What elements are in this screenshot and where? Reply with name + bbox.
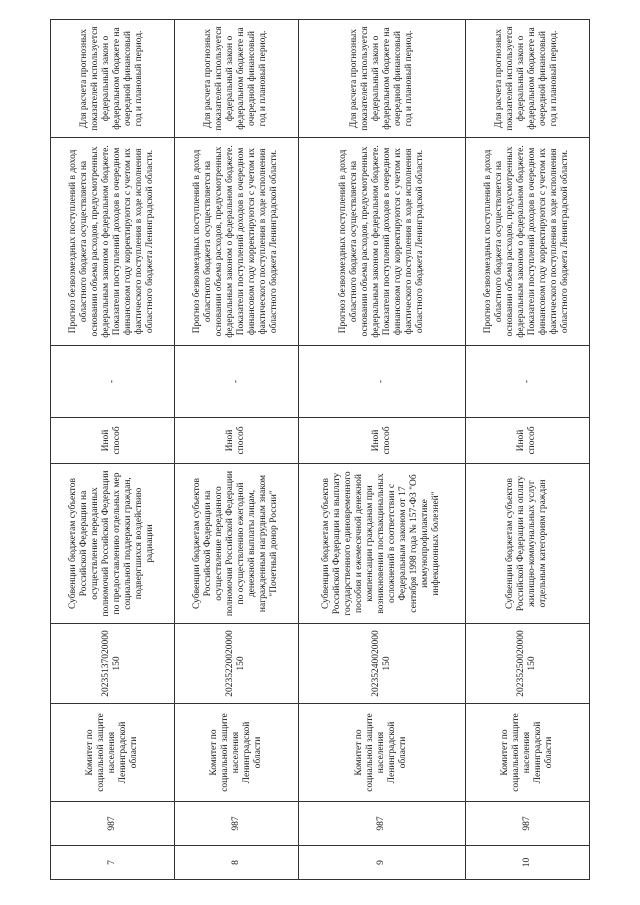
source-note: Для расчета прогнозных показателей используется федеральный закон о федеральном бюджете на очередной финансовый год и плановый период. <box>298 20 465 138</box>
table-row <box>51 20 175 880</box>
revenue-forecast-table <box>50 19 590 880</box>
administrator-name: Комитет по социальной защите населения Ленинградской области <box>298 704 465 802</box>
rotated-content <box>50 20 590 880</box>
table-row <box>298 20 465 880</box>
source-note: Для расчета прогнозных показателей используется федеральный закон о федеральном бюджете на очередной финансовый год и плановый период. <box>174 20 298 138</box>
calculation-formula: - <box>298 346 465 418</box>
admin-code: 987 <box>465 802 589 846</box>
forecast-description: Прогноз безвозмездных поступлений в доход областного бюджета осуществляется на основании объема расходов, предусмотренных федеральным законом о федеральном бюджете. Показатели поступлений доходов в очередном финансовом году корректируются с учетом их фактического поступления в ходе исполнения областного бюджета Ленинградской области. <box>465 138 589 346</box>
budget-classification-code: 20235240020000 150 <box>298 624 465 704</box>
administrator-name: Комитет по социальной защите населения Ленинградской области <box>465 704 589 802</box>
forecast-description: Прогноз безвозмездных поступлений в доход областного бюджета осуществляется на основании объема расходов, предусмотренных федеральным законом о федеральном бюджете. Показатели поступлений доходов в очередном финансовом году корректируются с учетом их фактического поступления в ходе исполнения областного бюджета Ленинградской области. <box>51 138 175 346</box>
row-number: 10 <box>465 846 589 880</box>
revenue-name: Субвенции бюджетам субъектов Российской Федерации на оплату жилищно-коммунальных услуг отдельным категориям граждан <box>465 464 589 624</box>
table-row <box>465 20 589 880</box>
administrator-name: Комитет по социальной защите населения Ленинградской области <box>51 704 175 802</box>
table-row <box>174 20 298 880</box>
admin-code: 987 <box>298 802 465 846</box>
admin-code: 987 <box>51 802 175 846</box>
source-note: Для расчета прогнозных показателей используется федеральный закон о федеральном бюджете на очередной финансовый год и плановый период. <box>465 20 589 138</box>
row-number: 8 <box>174 846 298 880</box>
row-number: 9 <box>298 846 465 880</box>
calculation-formula: - <box>174 346 298 418</box>
forecast-description: Прогноз безвозмездных поступлений в доход областного бюджета осуществляется на основании объема расходов, предусмотренных федеральным законом о федеральном бюджете. Показатели поступлений доходов в очередном финансовом году корректируются с учетом их фактического поступления в ходе исполнения областного бюджета Ленинградской области. <box>298 138 465 346</box>
forecast-method: Иной способ <box>174 418 298 464</box>
revenue-name: Субвенции бюджетам субъектов Российской Федерации на осуществление переданных полномочий Российской Федерации по предоставлению отдельных мер социальной поддержки граждан, подвергшихся воздействию радиации <box>51 464 175 624</box>
forecast-method: Иной способ <box>298 418 465 464</box>
calculation-formula: - <box>465 346 589 418</box>
administrator-name: Комитет по социальной защите населения Ленинградской области <box>174 704 298 802</box>
source-note: Для расчета прогнозных показателей используется федеральный закон о федеральном бюджете на очередной финансовый год и плановый период. <box>51 20 175 138</box>
calculation-formula: - <box>51 346 175 418</box>
revenue-name: Субвенции бюджетам субъектов Российской Федерации на осуществление переданного полномочия Российской Федерации по осуществлению ежегодной денежной выплаты лицам, награжденным нагрудным знаком "Почетный донор России" <box>174 464 298 624</box>
forecast-method: Иной способ <box>465 418 589 464</box>
budget-classification-code: 20235137020000 150 <box>51 624 175 704</box>
rotated-page <box>50 20 590 880</box>
forecast-description: Прогноз безвозмездных поступлений в доход областного бюджета осуществляется на основании объема расходов, предусмотренных федеральным законом о федеральном бюджете. Показатели поступлений доходов в очередном финансовом году корректируются с учетом их фактического поступления в ходе исполнения областного бюджета Ленинградской области. <box>174 138 298 346</box>
budget-classification-code: 20235220020000 150 <box>174 624 298 704</box>
revenue-name: Субвенции бюджетам субъектов Российской Федерации на выплату государственного единовременного пособия и ежемесячной денежной компенсации гражданам при возникновении поствакцинальных осложнений в соответствии с Федеральным законом от 17 сентября 1998 года № 157-ФЗ "Об иммунопрофилактике инфекционных болезней" <box>298 464 465 624</box>
admin-code: 987 <box>174 802 298 846</box>
row-number: 7 <box>51 846 175 880</box>
budget-classification-code: 20235250020000 150 <box>465 624 589 704</box>
forecast-method: Иной способ <box>51 418 175 464</box>
